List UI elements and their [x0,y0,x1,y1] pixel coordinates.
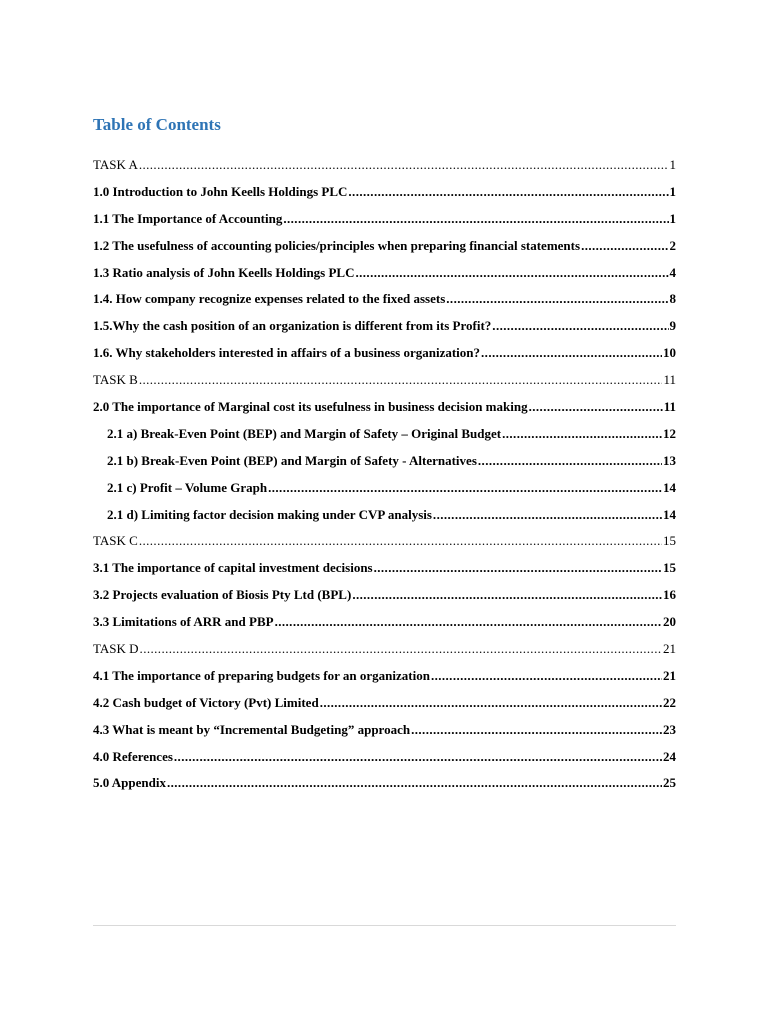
toc-entry[interactable] [93,668,676,695]
toc-dot-leader [139,157,669,173]
toc-dot-leader [352,587,662,603]
toc-entry[interactable] [93,184,676,211]
toc-entry-label: 1.2 The usefulness of accounting policies/principles when preparing financial statements [93,237,581,253]
toc-entry-label: 2.1 c) Profit – Volume Graph [107,479,268,495]
toc-entry-label: 3.2 Projects evaluation of Biosis Pty Ltd (BPL) [93,587,352,603]
toc-entry-label: 3.3 Limitations of ARR and PBP [93,614,274,630]
toc-entry[interactable] [93,291,676,318]
toc-entry-page-number: 22 [663,694,676,710]
toc-entry-label: 1.5.Why the cash position of an organization is different from its Profit? [93,318,492,334]
toc-entry-label: 5.0 Appendix [93,775,166,791]
toc-dot-leader [529,399,663,415]
toc-entry-page-number: 15 [663,533,676,549]
toc-entry-page-number: 20 [663,614,676,630]
toc-entry-page-number: 8 [669,291,676,307]
toc-entry-page-number: 2 [669,237,676,253]
toc-entry-label: 1.1 The Importance of Accounting [93,210,283,226]
toc-entry-page-number: 21 [663,641,676,657]
toc-dot-leader [268,480,662,496]
toc-entry[interactable] [93,641,676,668]
toc-entry[interactable] [93,722,676,749]
toc-dot-leader [433,507,662,523]
toc-dot-leader [320,695,662,711]
toc-entry-label: 3.1 The importance of capital investment decisions [93,560,373,576]
toc-entry-label: 4.1 The importance of preparing budgets for an organization [93,667,430,683]
toc-entry[interactable] [93,749,676,776]
toc-dot-leader [275,614,662,630]
toc-entry[interactable] [93,211,676,238]
toc-entry[interactable] [93,560,676,587]
toc-dot-leader [411,722,662,738]
toc-entry-page-number: 11 [663,399,676,415]
toc-entry[interactable] [93,426,676,453]
toc-dot-leader [431,668,662,684]
toc-entry-page-number: 21 [663,667,676,683]
toc-entry-label: 1.3 Ratio analysis of John Keells Holdings PLC [93,264,355,280]
toc-dot-leader [348,184,668,200]
toc-entry-label: 2.1 a) Break-Even Point (BEP) and Margin of Safety – Original Budget [107,425,502,441]
toc-dot-leader [355,265,668,281]
toc-entry-page-number: 14 [663,479,676,495]
toc-entry[interactable] [93,587,676,614]
toc-dot-leader [139,372,663,388]
toc-entry[interactable] [93,507,676,534]
toc-entry-label: 2.0 The importance of Marginal cost its usefulness in business decision making [93,399,528,415]
toc-entry-page-number: 16 [663,587,676,603]
toc-dot-leader [283,211,668,227]
toc-entry[interactable] [93,453,676,480]
toc-entry[interactable] [93,238,676,265]
toc-entry-label: 1.4. How company recognize expenses related to the fixed assets [93,291,446,307]
toc-entry-page-number: 12 [663,425,676,441]
toc-entry[interactable] [93,345,676,372]
toc-entry-label: TASK C [93,533,138,549]
toc-dot-leader [581,238,668,254]
toc-entry-label: TASK A [93,157,138,172]
toc-entry-label: 1.6. Why stakeholders interested in affairs of a business organization? [93,345,481,361]
toc-entry-page-number: 1 [669,183,676,199]
toc-entry-page-number: 11 [663,372,676,388]
toc-dot-leader [174,749,662,765]
toc-entry[interactable] [93,265,676,292]
toc-entry-label: TASK B [93,372,138,388]
toc-list [93,157,676,802]
toc-dot-leader [446,291,668,307]
toc-entry[interactable] [93,775,676,802]
toc-title: Table of Contents [93,115,221,134]
toc-dot-leader [139,533,662,549]
toc-dot-leader [374,560,662,576]
toc-entry-page-number: 24 [663,748,676,764]
toc-entry-page-number: 4 [669,264,676,280]
toc-entry[interactable] [93,157,676,184]
toc-dot-leader [478,453,662,469]
toc-entry[interactable] [93,695,676,722]
toc-entry[interactable] [93,614,676,641]
toc-entry-page-number: 13 [663,452,676,468]
toc-entry-label: 4.3 What is meant by “Incremental Budgeting” approach [93,721,411,737]
toc-entry-page-number: 14 [663,506,676,522]
toc-entry-label: 2.1 d) Limiting factor decision making under CVP analysis [107,506,432,522]
toc-entry[interactable] [93,318,676,345]
toc-entry[interactable] [93,533,676,560]
toc-entry-page-number: 10 [663,345,676,361]
toc-dot-leader [140,641,662,657]
toc-entry-label: 1.0 Introduction to John Keells Holdings PLC [93,183,348,199]
toc-entry[interactable] [93,372,676,399]
toc-entry-page-number: 1 [669,157,676,172]
toc-entry[interactable] [93,399,676,426]
toc-dot-leader [502,426,662,442]
toc-entry-page-number: 25 [663,775,676,791]
toc-entry-page-number: 23 [663,721,676,737]
toc-entry[interactable] [93,480,676,507]
footer-divider [93,925,676,926]
toc-dot-leader [167,775,662,791]
toc-entry-label: TASK D [93,641,139,657]
toc-entry-label: 4.2 Cash budget of Victory (Pvt) Limited [93,694,319,710]
toc-entry-label: 4.0 References [93,748,173,764]
toc-dot-leader [481,345,662,361]
toc-entry-page-number: 1 [669,210,676,226]
toc-entry-page-number: 15 [663,560,676,576]
toc-dot-leader [492,318,668,334]
toc-entry-page-number: 9 [669,318,676,334]
toc-entry-label: 2.1 b) Break-Even Point (BEP) and Margin of Safety - Alternatives [107,452,477,468]
